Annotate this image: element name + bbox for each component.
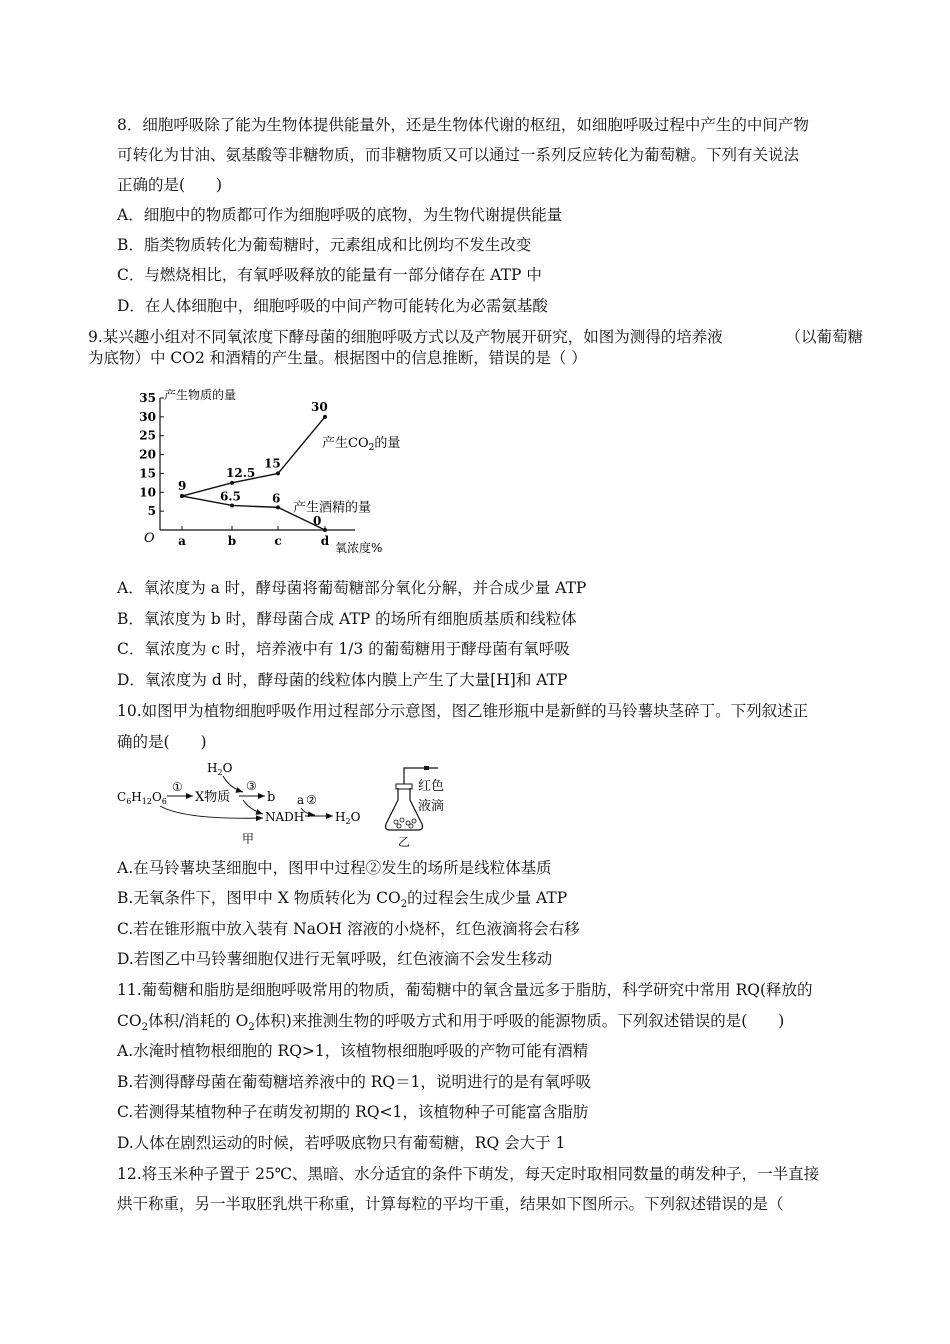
q9-option-d[interactable]: D．氧浓度为 d 时，酵母菌的线粒体内膜上产生了大量[H]和 ATP xyxy=(117,671,568,689)
q11-option-c[interactable]: C.若测得某植物种子在萌发初期的 RQ<1，该植物种子可能富含脂肪 xyxy=(117,1103,589,1121)
alcohol-data-label: 6.5 xyxy=(220,489,241,504)
h2o-top-label: $H_2O$ xyxy=(207,761,233,777)
chart-x-axis-label: 氧浓度% xyxy=(335,541,383,555)
q9-stem-line1-main: 9.某兴趣小组对不同氧浓度下酵母菌的细胞呼吸方式以及产物展开研究，如图为测得的培养液 xyxy=(88,328,723,346)
potato-piece xyxy=(400,818,404,822)
nadh-label: NADH xyxy=(265,810,305,824)
q9-option-b[interactable]: B．氧浓度为 b 时，酵母菌合成 ATP 的场所有细胞质基质和线粒体 xyxy=(117,610,577,628)
q12-stem-line1: 12.将玉米种子置于 25℃、黑暗、水分适宜的条件下萌发，每天定时取相同数量的萌发种子，一半直接 xyxy=(117,1165,820,1183)
y-tick-label: 15 xyxy=(139,466,156,481)
q11-stem-line1: 11.葡萄糖和脂肪是细胞呼吸常用的物质，葡萄糖中的氧含量远多于脂肪，科学研究中常用 RQ(释放的 xyxy=(117,981,813,999)
chart-origin-label: O xyxy=(144,531,155,546)
y-tick-label: 35 xyxy=(139,391,156,405)
co2-point xyxy=(276,471,280,475)
y-tick-label: 10 xyxy=(139,485,156,500)
alcohol-point xyxy=(276,505,280,509)
alcohol-point xyxy=(230,503,234,507)
q9-stem-line1-tail: （以葡萄糖 xyxy=(785,328,863,346)
q10-option-d[interactable]: D.若图乙中马铃薯细胞仅进行无氧呼吸，红色液滴不会发生移动 xyxy=(117,950,553,968)
co2-line xyxy=(182,417,325,496)
potato-piece xyxy=(409,824,413,828)
chart-y-axis-label: 产生物质的量 xyxy=(164,388,237,402)
alcohol-point xyxy=(180,494,184,498)
red-droplet xyxy=(424,766,429,770)
potato-piece xyxy=(397,824,401,828)
q11-option-d[interactable]: D.人体在剧烈运动的时候，若呼吸底物只有葡萄糖，RQ 会大于 1 xyxy=(117,1134,566,1152)
q10-option-c[interactable]: C.若在锥形瓶中放入装有 NaOH 溶液的小烧杯，红色液滴将会右移 xyxy=(117,920,580,938)
alcohol-series-label: 产生酒精的量 xyxy=(293,500,372,516)
q11-option-a[interactable]: A.水淹时植物根细胞的 RQ>1，该植物根细胞呼吸的产物可能有酒精 xyxy=(117,1042,589,1060)
red-label-line1: 红色 xyxy=(418,779,445,794)
co2-series-label: 产生$CO_2$的量 xyxy=(322,435,401,453)
q12-stem-line2: 烘干称重，另一半取胚乳烘干称重，计算每粒的平均干重，结果如下图所示。下列叙述错误的是（ xyxy=(117,1195,784,1213)
q8-option-b[interactable]: B．脂类物质转化为葡萄糖时，元素组成和比例均不发生改变 xyxy=(117,236,532,254)
q9-option-a[interactable]: A．氧浓度为 a 时，酵母菌将葡萄糖部分氧化分解，并合成少量 ATP xyxy=(117,579,587,597)
q11-stem-line2: $CO_2$体积/消耗的 $O_2$体积)来推测生物的呼吸方式和用于呼吸的能源物质。下列叙述错误的是( ) xyxy=(117,1012,785,1034)
alcohol-data-label: 6 xyxy=(272,491,281,506)
potato-piece xyxy=(394,820,398,824)
x-tick-label: c xyxy=(274,534,282,548)
q10-stem-line2: 确的是( ) xyxy=(117,733,207,751)
oxygen-concentration-chart xyxy=(130,380,410,560)
x-tick-label: b xyxy=(227,534,237,548)
q10-option-b[interactable]: B.无氧条件下，图甲中 X 物质转化为 $CO_2$的过程会生成少量 ATP xyxy=(117,889,568,911)
step1-label: ① xyxy=(172,780,183,794)
alcohol-data-label: 0 xyxy=(313,514,322,528)
x-tick-label: a xyxy=(178,534,186,548)
y-tick-label: 20 xyxy=(139,447,156,462)
y-tick-label: 25 xyxy=(139,428,156,443)
q10-option-a[interactable]: A.在马铃薯块茎细胞中，图甲中过程②发生的场所是线粒体基质 xyxy=(117,859,552,877)
product-b-label: b xyxy=(267,790,276,805)
h2o-product-label: $H_2O$ xyxy=(335,810,361,826)
figure-yi-caption: 乙 xyxy=(398,835,411,849)
y-tick-label: 5 xyxy=(147,504,156,519)
q8-option-d[interactable]: D．在人体细胞中，细胞呼吸的中间产物可能转化为必需氨基酸 xyxy=(117,297,548,315)
flask-body xyxy=(386,788,423,830)
x-tick-label: d xyxy=(320,534,330,548)
red-label-line2: 液滴 xyxy=(418,799,445,814)
step2-label: ② xyxy=(306,793,317,807)
co2-point xyxy=(323,415,327,419)
q8-stem-line1: 8．细胞呼吸除了能为生物体提供能量外，还是生物体代谢的枢纽，如细胞呼吸过程中产生的中间产物 xyxy=(117,116,809,134)
q9-stem-line2: 为底物）中 CO2 和酒精的产生量。根据图中的信息推断，错误的是（ ） xyxy=(88,349,587,367)
respiration-pathway-diagram xyxy=(115,756,375,850)
co2-data-label: 15 xyxy=(264,456,281,471)
arrow-to-nadh-1 xyxy=(243,800,263,814)
q10-stem-line1: 10.如图甲为植物细胞呼吸作用过程部分示意图，图乙锥形瓶中是新鲜的马铃薯块茎碎丁。下列叙述正 xyxy=(117,702,809,720)
y-tick-label: 30 xyxy=(139,409,156,424)
reactant-a-label: a xyxy=(297,793,305,807)
co2-data-label: 12.5 xyxy=(226,465,256,480)
co2-data-label: 9 xyxy=(178,479,187,494)
q9-option-c[interactable]: C．氧浓度为 c 时，培养液中有 1/3 的葡萄糖用于酵母菌有氧呼吸 xyxy=(117,640,570,658)
co2-point xyxy=(230,481,234,485)
flask-apparatus-diagram xyxy=(378,760,458,850)
q11-option-b[interactable]: B.若测得酵母菌在葡萄糖培养液中的 RQ＝1，说明进行的是有氧呼吸 xyxy=(117,1073,591,1091)
q8-stem-line2: 可转化为甘油、氨基酸等非糖物质，而非糖物质又可以通过一系列反应转化为葡萄糖。下列有关说法 xyxy=(117,146,800,164)
step3-label: ③ xyxy=(246,779,257,793)
q9-stem-line1 xyxy=(88,327,863,347)
alcohol-point xyxy=(323,528,327,532)
figure-jia-caption: 甲 xyxy=(242,832,255,846)
x-substance-label: X物质 xyxy=(195,790,231,805)
q8-option-c[interactable]: C．与燃烧相比，有氧呼吸释放的能量有一部分储存在 ATP 中 xyxy=(117,266,542,284)
potato-piece xyxy=(412,819,416,823)
co2-data-label: 30 xyxy=(311,399,328,414)
q8-stem-line3: 正确的是( ) xyxy=(117,176,223,194)
glucose-label: $C_6H_{12}O_6$ xyxy=(117,790,167,806)
q8-option-a[interactable]: A．细胞中的物质都可作为细胞呼吸的底物，为生物代谢提供能量 xyxy=(117,206,563,224)
arrow-to-nadh-2 xyxy=(160,806,263,818)
